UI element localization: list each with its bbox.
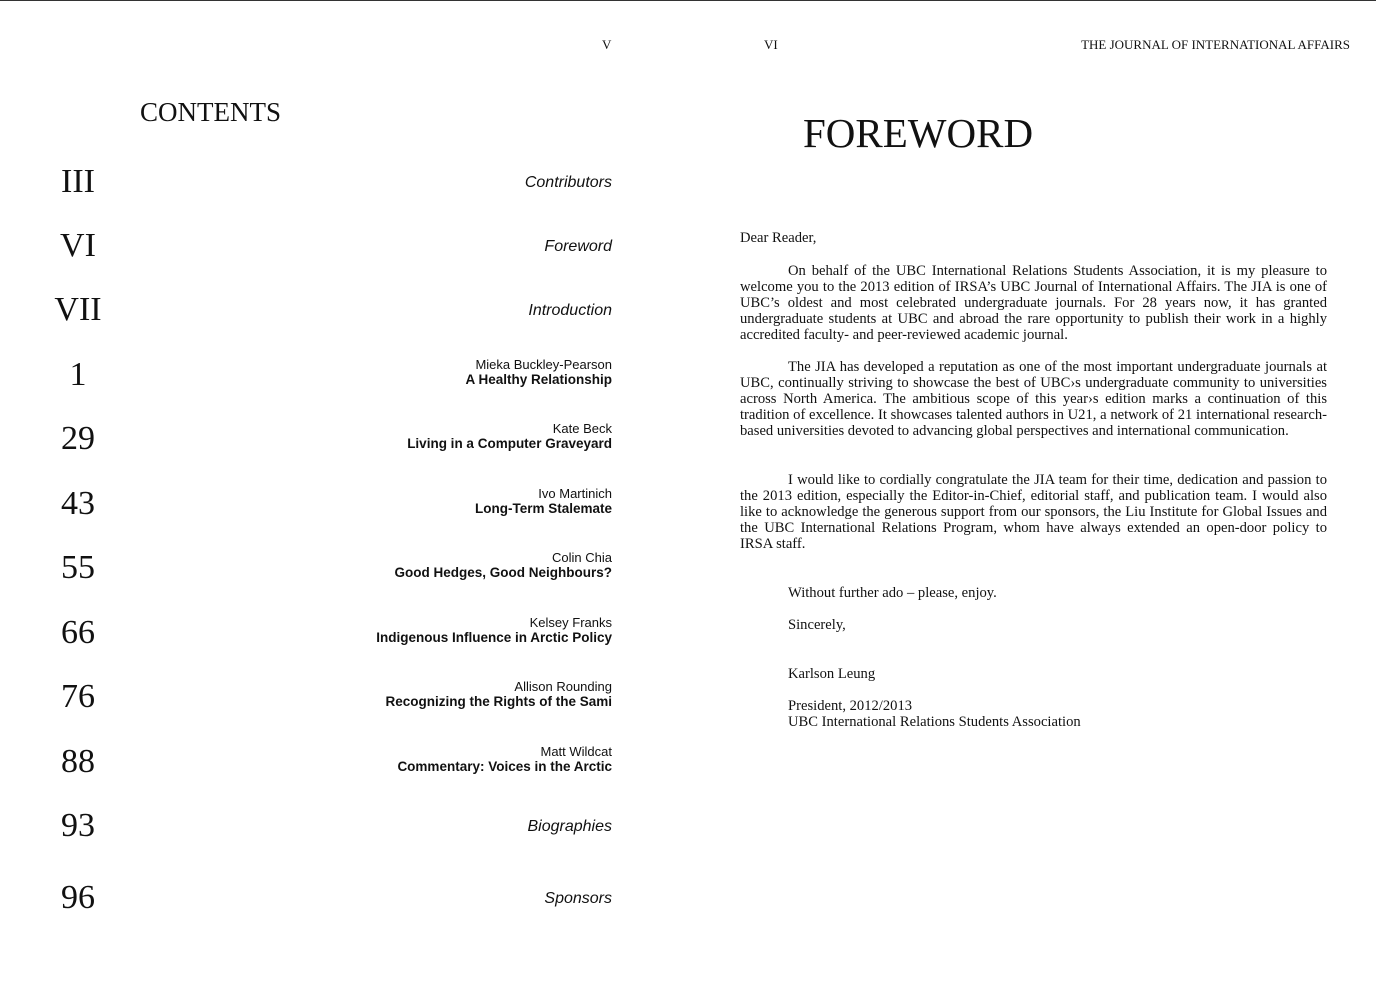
closing-line: Without further ado – please, enjoy. xyxy=(788,585,997,601)
toc-author: Matt Wildcat xyxy=(540,744,612,759)
toc-page-number: 43 xyxy=(61,485,95,522)
toc-entry[interactable]: Contributors xyxy=(524,174,612,191)
foreword-paragraph: On behalf of the UBC International Relations Students Association, it is my pleasure to welcome you to the 2013 edition of IRSA’s UBC Journal of International Affairs. The JIA is one of UBC’s oldest and most celebrated undergraduate journals. For 28 years now, it has granted undergraduate students at UBC and abroad the rare opportunity to publish their work in a highly accredited faculty- and peer-reviewed academic journal. xyxy=(740,263,1327,344)
foreword-heading: FOREWORD xyxy=(803,110,1034,156)
toc-entry[interactable]: Sponsors xyxy=(544,890,612,907)
toc-title: Indigenous Influence in Arctic Policy xyxy=(376,630,612,645)
toc-entry[interactable] xyxy=(385,679,612,709)
signatory-role: President, 2012/2013 xyxy=(788,698,913,714)
toc-entry[interactable]: Introduction xyxy=(528,302,612,319)
toc-title: Good Hedges, Good Neighbours? xyxy=(394,565,612,580)
toc-page-number: 93 xyxy=(61,807,95,844)
toc-entry[interactable] xyxy=(376,615,612,645)
toc-entry[interactable] xyxy=(395,550,613,580)
toc-author: Kelsey Franks xyxy=(529,615,612,630)
toc-entry[interactable] xyxy=(407,421,612,451)
toc-title: Recognizing the Rights of the Sami xyxy=(385,694,612,709)
salutation: Dear Reader, xyxy=(740,230,817,246)
toc-title: Commentary: Voices in the Arctic xyxy=(397,759,612,774)
toc-author: Mieka Buckley-Pearson xyxy=(475,357,612,372)
toc-author: Allison Rounding xyxy=(514,679,612,694)
toc-page-number: 55 xyxy=(61,549,95,586)
toc-page-number: 76 xyxy=(61,678,95,715)
toc-page-number: 1 xyxy=(69,356,87,393)
toc-entry[interactable] xyxy=(397,744,612,774)
running-head: THE JOURNAL OF INTERNATIONAL AFFAIRS xyxy=(1081,37,1350,52)
toc-entry[interactable] xyxy=(465,357,612,387)
toc-page-number: III xyxy=(61,163,95,200)
toc-title: A Healthy Relationship xyxy=(465,372,612,387)
toc-title: Living in a Computer Graveyard xyxy=(407,436,612,451)
toc-page-number: VII xyxy=(54,291,102,328)
signoff: Sincerely, xyxy=(788,617,846,633)
signatory-name: Karlson Leung xyxy=(788,666,876,682)
toc-entry[interactable]: Biographies xyxy=(527,818,612,835)
signatory-organization: UBC International Relations Students Association xyxy=(788,714,1081,730)
toc-entry[interactable] xyxy=(475,486,612,516)
toc-author: Colin Chia xyxy=(552,550,612,565)
toc-author: Kate Beck xyxy=(552,421,612,436)
toc-entry[interactable]: Foreword xyxy=(544,238,612,255)
contents-heading: CONTENTS xyxy=(140,97,281,127)
toc-page-number: VI xyxy=(60,227,96,264)
foreword-paragraph: I would like to cordially congratulate the JIA team for their time, dedication and passion to the 2013 edition, especially the Editor-in-Chief, editorial staff, and publication team. I would also like to acknowledge the generous support from our sponsors, the Liu Institute for Global Issues and the UBC International Relations Program, whom have always extended an open-door policy to IRSA staff. xyxy=(740,472,1327,553)
toc-page-number: 29 xyxy=(61,420,95,457)
toc-page-number: 88 xyxy=(61,743,95,780)
left-page-number: V xyxy=(602,37,612,52)
toc-author: Ivo Martinich xyxy=(538,486,612,501)
right-page-number: VI xyxy=(764,37,778,52)
toc-title: Long-Term Stalemate xyxy=(474,501,612,516)
toc-page-number: 96 xyxy=(61,879,95,916)
toc-page-number: 66 xyxy=(61,614,95,651)
foreword-paragraph: The JIA has developed a reputation as one of the most important undergraduate journals at UBC, continually striving to showcase the best of UBC›s undergraduate community to universities across North America. The ambitious scope of this year›s edition marks a continuation of this tradition of excellence. It showcases talented authors in U21, a network of 21 international research-based universities devoted to advancing global perspectives and international communication. xyxy=(740,359,1327,440)
